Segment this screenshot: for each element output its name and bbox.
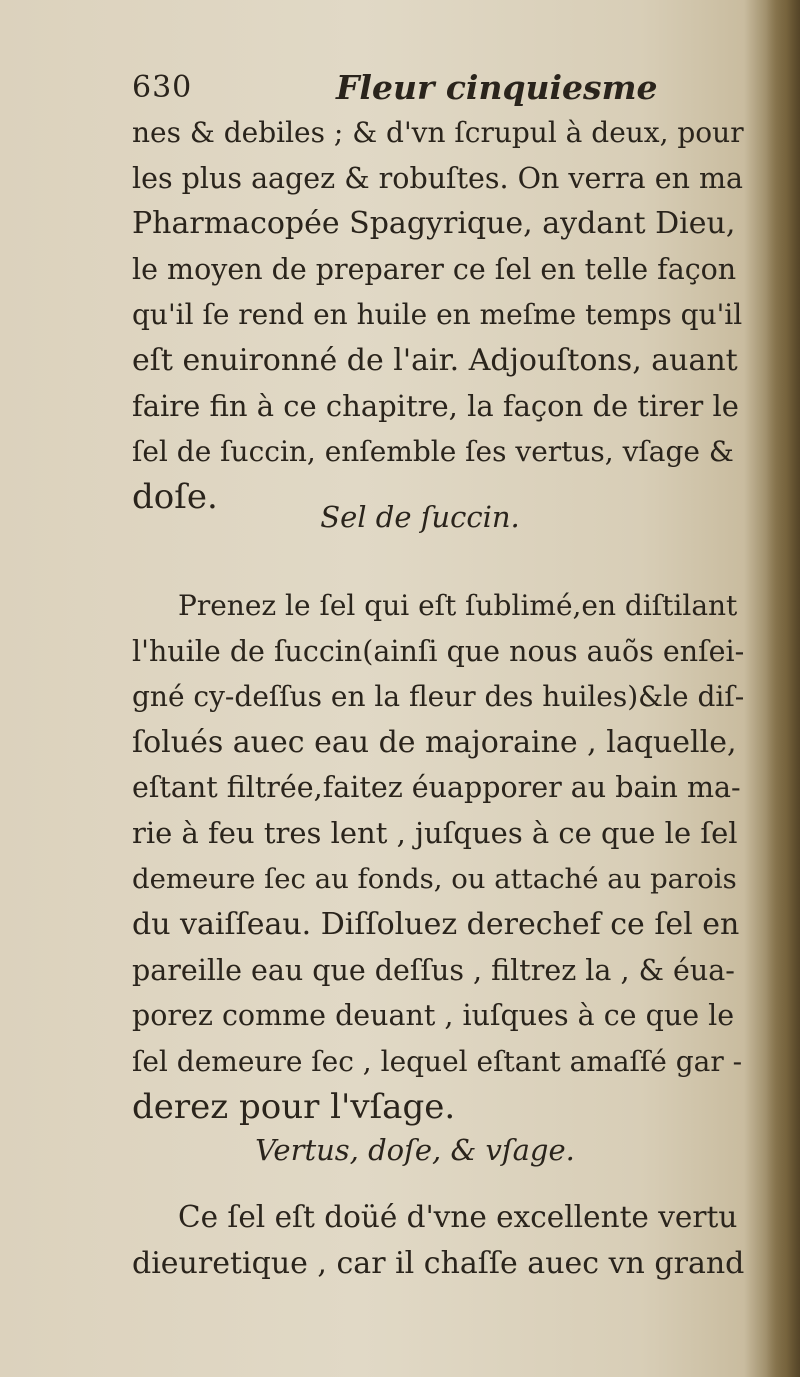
- text-line: eſt enuironné de l'air. Adjouſtons, auant: [132, 342, 738, 378]
- text-line: ſel de ſuccin, enſemble ſes vertus, vſage &: [132, 435, 734, 469]
- page-gutter-shadow: [766, 0, 800, 1377]
- section-heading-vertus: Vertus, doſe, & vſage.: [255, 1133, 575, 1167]
- text-line: nes & debiles ; & d'vn ſcrupul à deux, pour: [132, 116, 744, 149]
- running-title: Fleur cinquiesme: [336, 68, 658, 107]
- text-line: Ce ſel eſt doüé d'vne excellente vertu: [178, 1200, 738, 1234]
- text-line: gné cy-deſſus en la fleur des huiles)&le diſ-: [132, 680, 745, 714]
- text-line: l'huile de ſuccin(ainſi que nous auõs enſei-: [132, 634, 745, 668]
- text-line: eſtant filtrée,faitez éuapporer au bain ma-: [132, 771, 741, 805]
- page-header: [132, 62, 692, 112]
- text-line: porez comme deuant , iuſques à ce que le: [132, 999, 735, 1033]
- section-heading-sel-de-succin: Sel de ſuccin.: [320, 500, 520, 534]
- page-number: 630: [132, 70, 193, 105]
- text-line: faire fin à ce chapitre, la façon de tirer le: [132, 388, 739, 423]
- text-line: qu'il ſe rend en huile en meſme temps qu'il: [132, 298, 743, 332]
- paragraph-vertus: [132, 1195, 744, 1286]
- paragraph-continued: [132, 110, 744, 520]
- text-line: dieuretique , car il chaſſe auec vn grand: [132, 1245, 745, 1281]
- text-line: Pharmacopée Spagyrique, aydant Dieu,: [132, 206, 736, 242]
- text-line: rie à feu tres lent , juſques à ce que le ſel: [132, 815, 738, 850]
- text-line: demeure ſec au fonds, ou attaché au parois: [132, 862, 737, 895]
- paragraph-recipe: [132, 583, 744, 1130]
- text-line: ſel demeure ſec , lequel eſtant amaſſé gar -: [132, 1044, 743, 1078]
- text-line: le moyen de preparer ce ſel en telle façon: [132, 252, 737, 286]
- text-line: derez pour l'vſage.: [132, 1086, 456, 1127]
- text-line: du vaiſſeau. Diſſoluez derechef ce ſel en: [132, 907, 740, 943]
- text-line: pareille eau que deſſus , filtrez la , & éua-: [132, 953, 735, 987]
- text-line: les plus aagez & robuſtes. On verra en ma: [132, 161, 743, 195]
- text-line: ſolués auec eau de majoraine , laquelle,: [132, 724, 737, 760]
- text-line: doſe.: [132, 476, 218, 517]
- text-line: Prenez le ſel qui eſt ſublimé,en diſtilant: [178, 589, 738, 622]
